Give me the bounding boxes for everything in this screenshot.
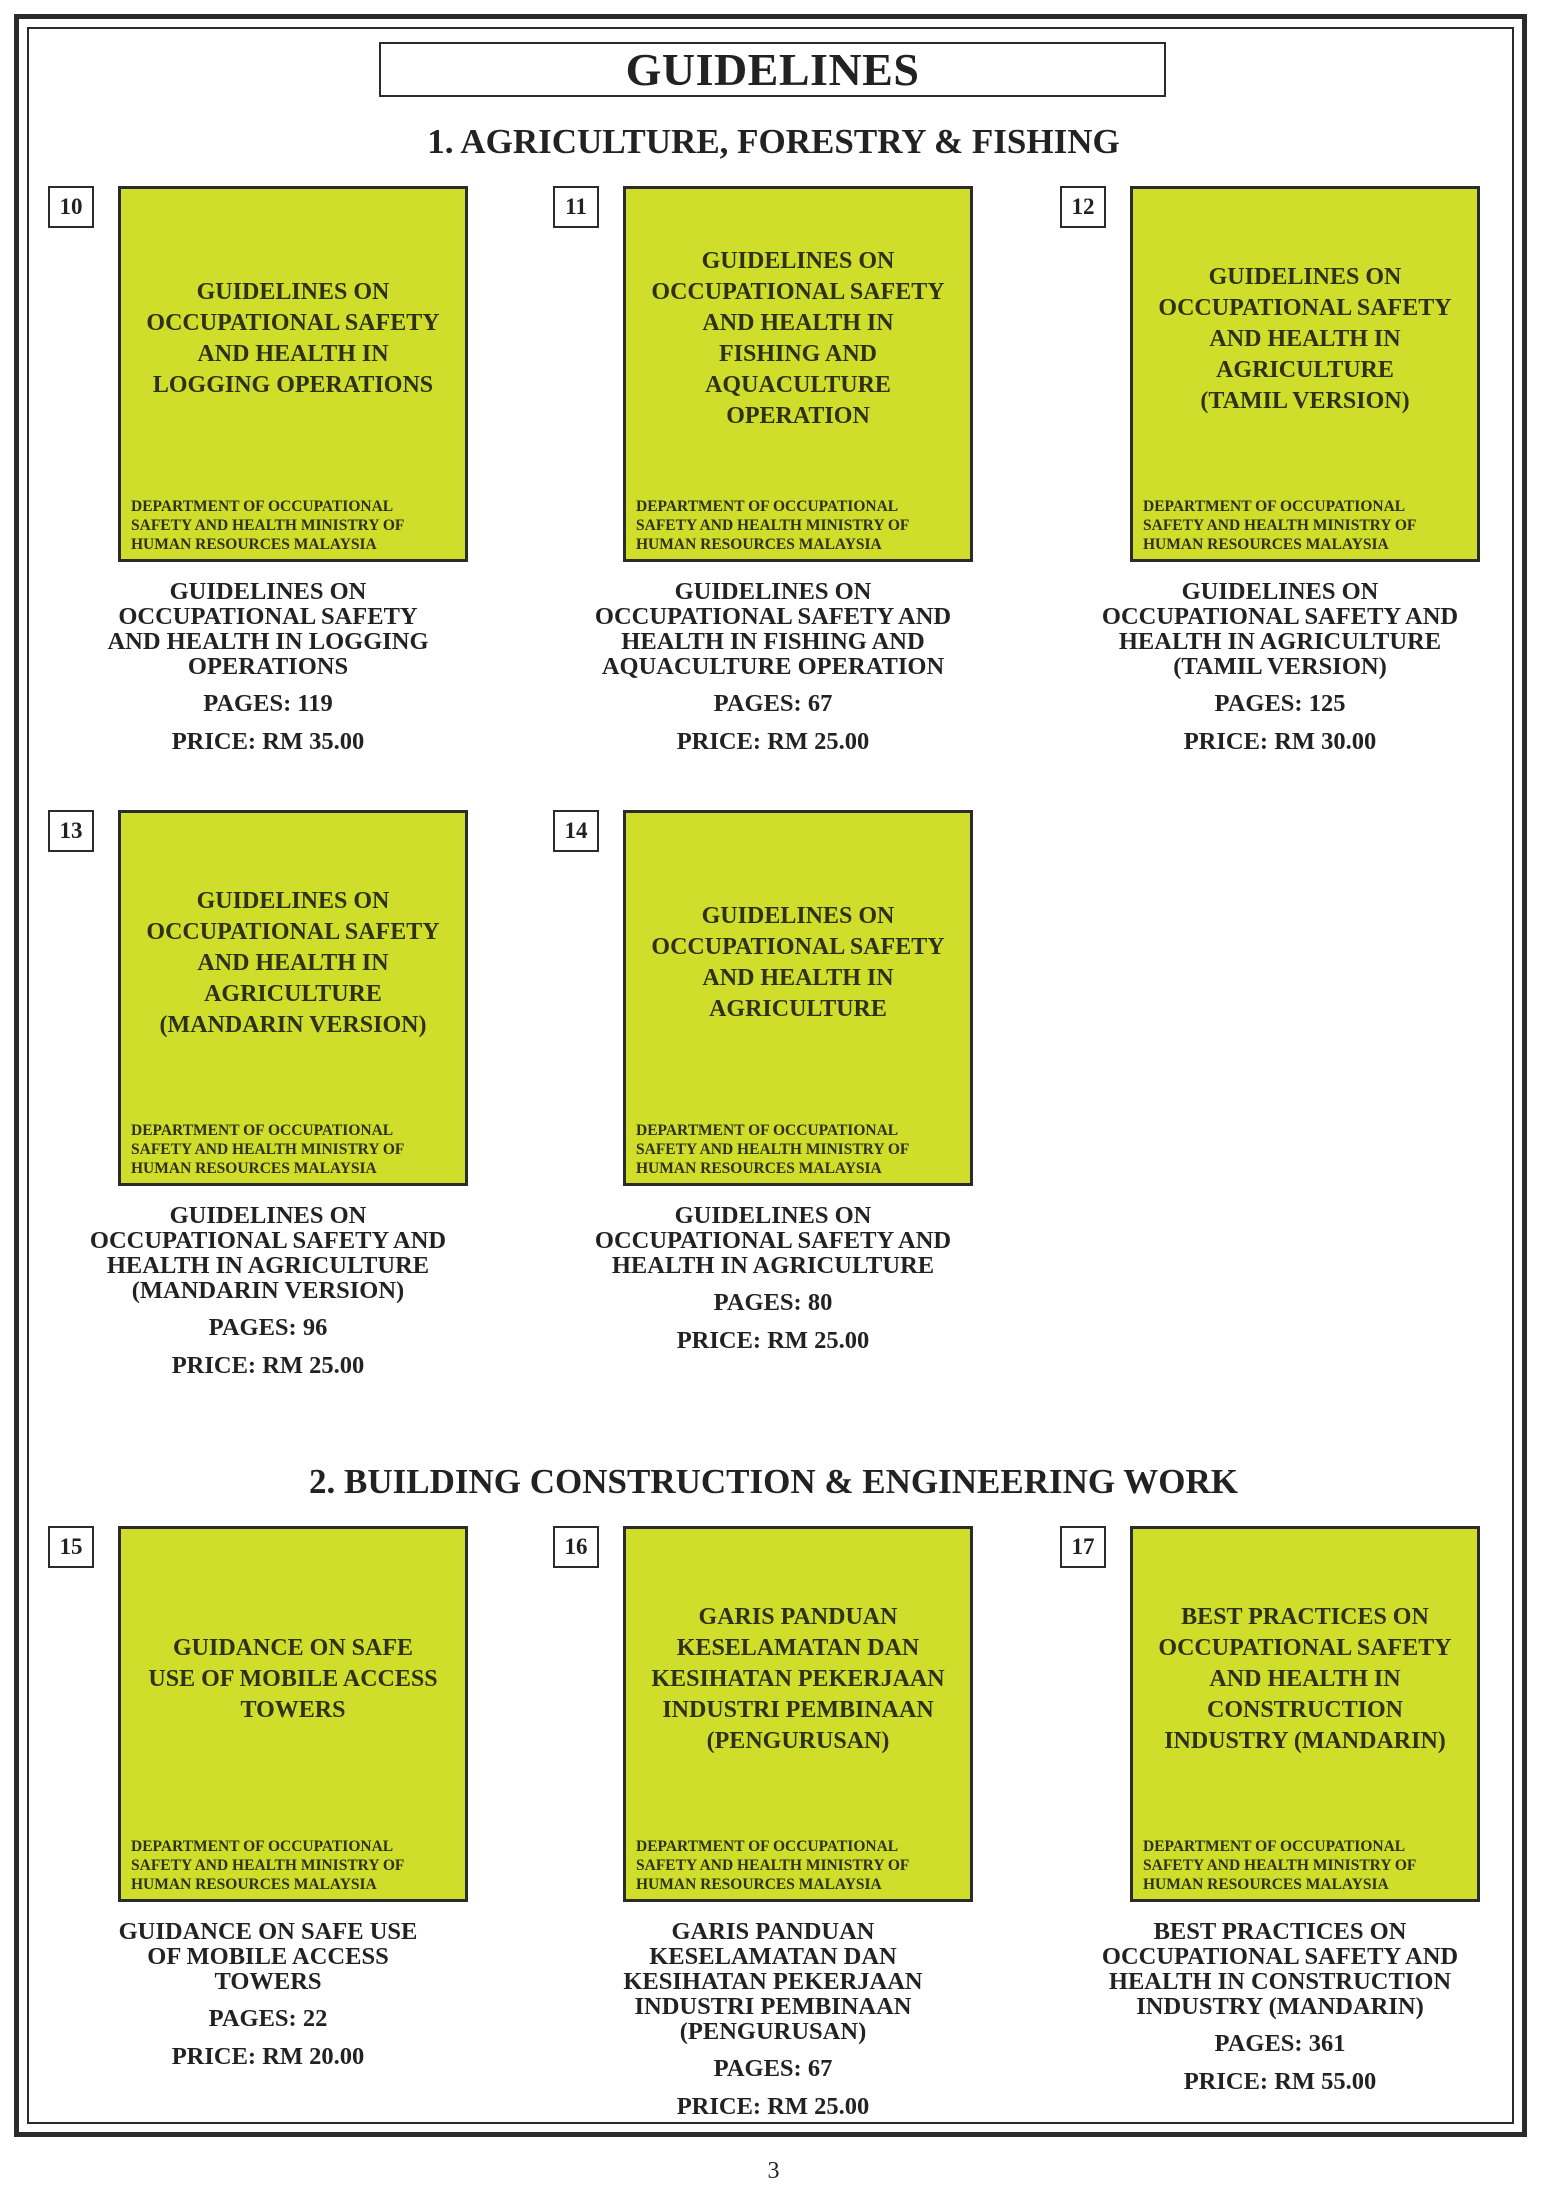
caption-price: PRICE: RM 30.00 [1183,728,1377,755]
book-cover[interactable] [118,810,468,1186]
section-heading-construction: 2. BUILDING CONSTRUCTION & ENGINEERING WORK [309,1462,1238,1501]
caption-title: BEST PRACTICES ON OCCUPATIONAL SAFETY AND HEALTH IN CONSTRUCTION INDUSTRY (MANDARIN) [1101,1918,1459,2020]
page-number: 3 [767,2158,780,2184]
cover-publisher: DEPARTMENT OF OCCUPATIONAL SAFETY AND HEALTH MINISTRY OF HUMAN RESOURCES MALAYSIA [131,1122,405,1177]
caption-price: PRICE: RM 25.00 [676,2093,870,2120]
cover-publisher: DEPARTMENT OF OCCUPATIONAL SAFETY AND HEALTH MINISTRY OF HUMAN RESOURCES MALAYSIA [1143,498,1417,553]
caption-price: PRICE: RM 20.00 [171,2043,365,2070]
book-cover[interactable] [118,186,468,562]
cover-publisher: DEPARTMENT OF OCCUPATIONAL SAFETY AND HEALTH MINISTRY OF HUMAN RESOURCES MALAYSIA [1143,1838,1417,1893]
cover-publisher: DEPARTMENT OF OCCUPATIONAL SAFETY AND HEALTH MINISTRY OF HUMAN RESOURCES MALAYSIA [636,1122,910,1177]
item-caption [553,1919,993,2120]
item-number: 11 [553,186,599,228]
item-number: 17 [1060,1526,1106,1568]
cover-title: GUIDELINES ON OCCUPATIONAL SAFETY AND HEALTH IN AGRICULTURE (TAMIL VERSION) [1158,263,1452,414]
item-caption [1060,579,1500,755]
book-cover[interactable] [118,1526,468,1902]
caption-price: PRICE: RM 25.00 [676,1327,870,1354]
caption-pages: PAGES: 22 [208,2005,328,2032]
book-cover[interactable] [1130,1526,1480,1902]
cover-publisher: DEPARTMENT OF OCCUPATIONAL SAFETY AND HEALTH MINISTRY OF HUMAN RESOURCES MALAYSIA [636,498,910,553]
cover-title: GARIS PANDUAN KESELAMATAN DAN KESIHATAN PEKERJAAN INDUSTRI PEMBINAAN (PENGURUSAN) [651,1603,945,1754]
item-number: 16 [553,1526,599,1568]
caption-price: PRICE: RM 35.00 [171,728,365,755]
caption-pages: PAGES: 125 [1214,690,1346,717]
caption-pages: PAGES: 361 [1214,2030,1346,2057]
item-number: 15 [48,1526,94,1568]
cover-title: GUIDELINES ON OCCUPATIONAL SAFETY AND HEALTH IN FISHING AND AQUACULTURE OPERATION [651,248,945,429]
cover-title: GUIDELINES ON OCCUPATIONAL SAFETY AND HEALTH IN AGRICULTURE (MANDARIN VERSION) [146,887,440,1038]
item-caption [553,1203,993,1354]
caption-pages: PAGES: 119 [203,690,333,717]
caption-title: GUIDELINES ON OCCUPATIONAL SAFETY AND HEALTH IN AGRICULTURE (TAMIL VERSION) [1101,578,1459,680]
caption-pages: PAGES: 67 [713,690,833,717]
caption-pages: PAGES: 96 [208,1314,328,1341]
caption-price: PRICE: RM 55.00 [1183,2068,1377,2095]
cover-publisher: DEPARTMENT OF OCCUPATIONAL SAFETY AND HEALTH MINISTRY OF HUMAN RESOURCES MALAYSIA [131,1838,405,1893]
caption-title: GUIDELINES ON OCCUPATIONAL SAFETY AND HEALTH IN LOGGING OPERATIONS [107,578,429,680]
book-cover[interactable] [1130,186,1480,562]
caption-title: GUIDELINES ON OCCUPATIONAL SAFETY AND HEALTH IN AGRICULTURE [594,1202,952,1279]
item-caption [48,579,488,755]
cover-title: BEST PRACTICES ON OCCUPATIONAL SAFETY AND HEALTH IN CONSTRUCTION INDUSTRY (MANDARIN) [1158,1603,1452,1754]
item-caption [1060,1919,1500,2095]
caption-price: PRICE: RM 25.00 [171,1352,365,1379]
item-caption [48,1203,488,1379]
page-title: GUIDELINES [379,42,1166,97]
caption-pages: PAGES: 67 [713,2055,833,2082]
item-number: 12 [1060,186,1106,228]
caption-title: GUIDELINES ON OCCUPATIONAL SAFETY AND HEALTH IN AGRICULTURE (MANDARIN VERSION) [89,1202,447,1304]
item-caption [553,579,993,755]
caption-title: GARIS PANDUAN KESELAMATAN DAN KESIHATAN PEKERJAAN INDUSTRI PEMBINAAN (PENGURUSAN) [623,1918,923,2045]
caption-title: GUIDANCE ON SAFE USE OF MOBILE ACCESS TOWERS [118,1918,418,1995]
caption-title: GUIDELINES ON OCCUPATIONAL SAFETY AND HEALTH IN FISHING AND AQUACULTURE OPERATION [594,578,952,680]
cover-title: GUIDELINES ON OCCUPATIONAL SAFETY AND HEALTH IN LOGGING OPERATIONS [146,279,440,398]
book-cover[interactable] [623,1526,973,1902]
cover-title: GUIDANCE ON SAFE USE OF MOBILE ACCESS TOWERS [148,1634,438,1723]
book-cover[interactable] [623,186,973,562]
section-heading-agriculture: 1. AGRICULTURE, FORESTRY & FISHING [427,122,1120,161]
item-caption [48,1919,488,2070]
item-number: 10 [48,186,94,228]
book-cover[interactable] [623,810,973,1186]
item-number: 13 [48,810,94,852]
cover-title: GUIDELINES ON OCCUPATIONAL SAFETY AND HEALTH IN AGRICULTURE [651,903,945,1022]
cover-publisher: DEPARTMENT OF OCCUPATIONAL SAFETY AND HEALTH MINISTRY OF HUMAN RESOURCES MALAYSIA [131,498,405,553]
cover-publisher: DEPARTMENT OF OCCUPATIONAL SAFETY AND HEALTH MINISTRY OF HUMAN RESOURCES MALAYSIA [636,1838,910,1893]
caption-pages: PAGES: 80 [713,1289,833,1316]
item-number: 14 [553,810,599,852]
caption-price: PRICE: RM 25.00 [676,728,870,755]
